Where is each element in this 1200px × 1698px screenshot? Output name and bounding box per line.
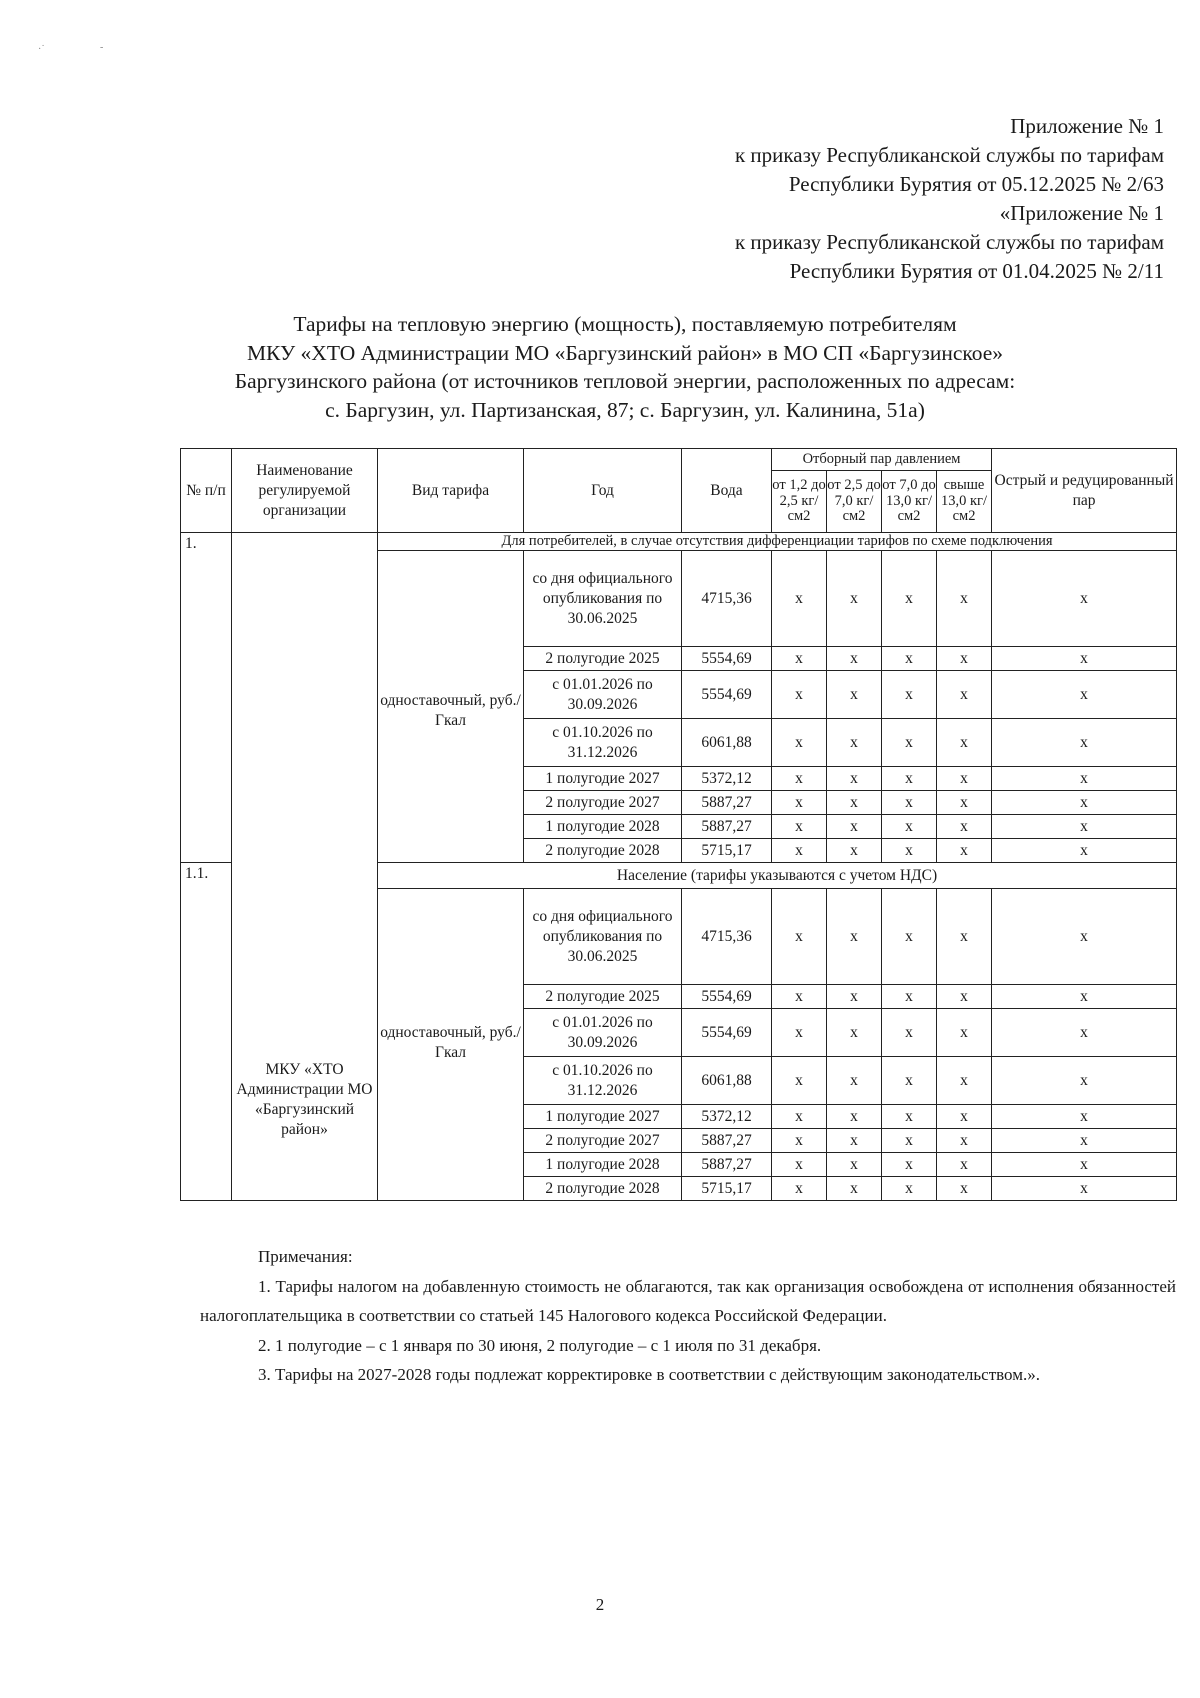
steam-2-value: х: [827, 985, 882, 1009]
steam-2-value: х: [827, 1177, 882, 1201]
steam-2-value: х: [827, 767, 882, 791]
sharp-steam-value: х: [992, 767, 1177, 791]
sharp-steam-value: х: [992, 1105, 1177, 1129]
header-line: Республики Бурятия от 05.12.2025 № 2/63: [788, 172, 1164, 196]
steam-3-value: х: [882, 839, 937, 863]
tariff-type: одноставочный, руб./Гкал: [378, 551, 524, 863]
steam-4-value: х: [937, 1057, 992, 1105]
period: 2 полугодие 2028: [524, 839, 682, 863]
section-title-row: [181, 533, 1177, 551]
water-value: 5715,17: [682, 839, 772, 863]
water-value: 5372,12: [682, 1105, 772, 1129]
period: со дня официального опубликования по 30.06.2025: [524, 889, 682, 985]
sharp-steam-value: х: [992, 985, 1177, 1009]
page-number: 2: [595, 1595, 605, 1614]
col-header-steam-3: от 7,0 до 13,0 кг/см2: [882, 471, 937, 533]
period: с 01.10.2026 по 31.12.2026: [524, 1057, 682, 1105]
scan-speck: -: [100, 42, 104, 53]
sharp-steam-value: х: [992, 791, 1177, 815]
water-value: 5372,12: [682, 767, 772, 791]
col-header-tariff-type: Вид тарифа: [378, 449, 524, 533]
period: 1 полугодие 2027: [524, 767, 682, 791]
title-line: Баргузинского района (от источников тепловой энергии, расположенных по адресам:: [234, 369, 1016, 393]
row-number: 1.: [181, 533, 232, 863]
steam-2-value: х: [827, 719, 882, 767]
note-item: 2. 1 полугодие – с 1 января по 30 июня, 2 полугодие – с 1 июля по 31 декабря.: [258, 1335, 822, 1355]
col-header-water: Вода: [682, 449, 772, 533]
sharp-steam-value: х: [992, 1057, 1177, 1105]
header-line: к приказу Республиканской службы по тарифам: [734, 230, 1164, 254]
steam-1-value: х: [772, 551, 827, 647]
steam-1-value: х: [772, 839, 827, 863]
section-title: Для потребителей, в случае отсутствия дифференциации тарифов по схеме подключения: [378, 533, 1177, 551]
steam-3-value: х: [882, 791, 937, 815]
col-header-steam: Отборный пар давлением: [772, 449, 992, 471]
col-header-steam-1: от 1,2 до 2,5 кг/см2: [772, 471, 827, 533]
steam-4-value: х: [937, 767, 992, 791]
notes-heading: Примечания:: [258, 1247, 353, 1266]
steam-3-value: х: [882, 647, 937, 671]
steam-1-value: х: [772, 815, 827, 839]
steam-4-value: х: [937, 1105, 992, 1129]
col-header-sharp-steam: Острый и редуцированный пар: [992, 449, 1177, 533]
steam-4-value: х: [937, 791, 992, 815]
steam-4-value: х: [937, 719, 992, 767]
steam-2-value: х: [827, 1153, 882, 1177]
steam-3-value: х: [882, 1177, 937, 1201]
sharp-steam-value: х: [992, 647, 1177, 671]
steam-1-value: х: [772, 889, 827, 985]
steam-1-value: х: [772, 1129, 827, 1153]
sharp-steam-value: х: [992, 719, 1177, 767]
steam-4-value: х: [937, 815, 992, 839]
water-value: 5554,69: [682, 1009, 772, 1057]
steam-4-value: х: [937, 985, 992, 1009]
steam-2-value: х: [827, 647, 882, 671]
water-value: 4715,36: [682, 551, 772, 647]
steam-2-value: х: [827, 839, 882, 863]
steam-1-value: х: [772, 767, 827, 791]
steam-4-value: х: [937, 889, 992, 985]
scan-speck: ·˙: [38, 44, 45, 55]
steam-4-value: х: [937, 1129, 992, 1153]
steam-2-value: х: [827, 1057, 882, 1105]
steam-1-value: х: [772, 1105, 827, 1129]
steam-1-value: х: [772, 985, 827, 1009]
title-line: Тарифы на тепловую энергию (мощность), поставляемую потребителям: [293, 312, 957, 336]
steam-2-value: х: [827, 889, 882, 985]
period: 2 полугодие 2027: [524, 791, 682, 815]
col-header-num: № п/п: [181, 449, 232, 533]
steam-3-value: х: [882, 719, 937, 767]
header-row: [181, 449, 1177, 471]
steam-2-value: х: [827, 671, 882, 719]
steam-1-value: х: [772, 1009, 827, 1057]
steam-4-value: х: [937, 551, 992, 647]
steam-3-value: х: [882, 1009, 937, 1057]
section-title: Население (тарифы указываются с учетом НДС): [378, 863, 1177, 889]
steam-1-value: х: [772, 1153, 827, 1177]
water-value: 5887,27: [682, 815, 772, 839]
steam-4-value: х: [937, 671, 992, 719]
steam-3-value: х: [882, 1129, 937, 1153]
steam-1-value: х: [772, 647, 827, 671]
appendix-header: [564, 112, 1164, 286]
steam-2-value: х: [827, 791, 882, 815]
header-line: Республики Бурятия от 01.04.2025 № 2/11: [789, 259, 1164, 283]
steam-3-value: х: [882, 889, 937, 985]
water-value: 6061,88: [682, 1057, 772, 1105]
water-value: 5554,69: [682, 647, 772, 671]
sharp-steam-value: х: [992, 1177, 1177, 1201]
steam-3-value: х: [882, 1153, 937, 1177]
period: 1 полугодие 2028: [524, 815, 682, 839]
period: с 01.01.2026 по 30.09.2026: [524, 671, 682, 719]
steam-1-value: х: [772, 671, 827, 719]
period: 2 полугодие 2027: [524, 1129, 682, 1153]
steam-2-value: х: [827, 815, 882, 839]
steam-4-value: х: [937, 647, 992, 671]
steam-4-value: х: [937, 1009, 992, 1057]
water-value: 5554,69: [682, 985, 772, 1009]
water-value: 4715,36: [682, 889, 772, 985]
steam-3-value: х: [882, 1105, 937, 1129]
steam-4-value: х: [937, 1177, 992, 1201]
period: 2 полугодие 2025: [524, 647, 682, 671]
steam-3-value: х: [882, 985, 937, 1009]
steam-2-value: х: [827, 551, 882, 647]
water-value: 5715,17: [682, 1177, 772, 1201]
period: 1 полугодие 2028: [524, 1153, 682, 1177]
notes-section: [200, 1242, 1176, 1390]
steam-1-value: х: [772, 1177, 827, 1201]
col-header-year: Год: [524, 449, 682, 533]
sharp-steam-value: х: [992, 1153, 1177, 1177]
title-line: с. Баргузин, ул. Партизанская, 87; с. Баргузин, ул. Калинина, 51а): [325, 397, 925, 422]
row-number: 1.1.: [181, 863, 232, 1201]
steam-3-value: х: [882, 551, 937, 647]
header-line: «Приложение № 1: [999, 201, 1164, 225]
water-value: 5887,27: [682, 1129, 772, 1153]
period: с 01.01.2026 по 30.09.2026: [524, 1009, 682, 1057]
steam-3-value: х: [882, 767, 937, 791]
sharp-steam-value: х: [992, 889, 1177, 985]
note-item: 3. Тарифы на 2027-2028 годы подлежат корректировке в соответствии с действующим законодательством.».: [258, 1365, 1040, 1384]
sharp-steam-value: х: [992, 815, 1177, 839]
period: со дня официального опубликования по 30.06.2025: [524, 551, 682, 647]
steam-3-value: х: [882, 1057, 937, 1105]
header-line: к приказу Республиканской службы по тарифам: [734, 143, 1164, 167]
steam-3-value: х: [882, 815, 937, 839]
sharp-steam-value: х: [992, 1129, 1177, 1153]
tariff-type: одноставочный, руб./Гкал: [378, 889, 524, 1201]
document-title: [150, 310, 1100, 424]
steam-2-value: х: [827, 1105, 882, 1129]
steam-2-value: х: [827, 1009, 882, 1057]
water-value: 6061,88: [682, 719, 772, 767]
steam-1-value: х: [772, 791, 827, 815]
water-value: 5887,27: [682, 1153, 772, 1177]
period: 2 полугодие 2025: [524, 985, 682, 1009]
steam-2-value: х: [827, 1129, 882, 1153]
sharp-steam-value: х: [992, 671, 1177, 719]
organization-name: МКУ «ХТО Администрации МО «Баргузинский район»: [232, 533, 378, 1201]
tariff-table: [180, 448, 1177, 1201]
col-header-steam-4: свыше 13,0 кг/см2: [937, 471, 992, 533]
period: с 01.10.2026 по 31.12.2026: [524, 719, 682, 767]
steam-1-value: х: [772, 719, 827, 767]
note-item: 1. Тарифы налогом на добавленную стоимость не облагаются, так как организация освобождена от исполнения обязанностей налогоплательщика в соответствии со статьей 145 Налогового кодекса Российской Федерации.: [200, 1276, 1176, 1325]
water-value: 5554,69: [682, 671, 772, 719]
steam-4-value: х: [937, 839, 992, 863]
steam-1-value: х: [772, 1057, 827, 1105]
col-header-org: Наименование регулируемой организации: [232, 449, 378, 533]
sharp-steam-value: х: [992, 1009, 1177, 1057]
period: 2 полугодие 2028: [524, 1177, 682, 1201]
title-line: МКУ «ХТО Администрации МО «Баргузинский район» в МО СП «Баргузинское»: [246, 340, 1004, 365]
sharp-steam-value: х: [992, 551, 1177, 647]
period: 1 полугодие 2027: [524, 1105, 682, 1129]
col-header-steam-2: от 2,5 до 7,0 кг/см2: [827, 471, 882, 533]
header-line: Приложение № 1: [1010, 114, 1164, 138]
steam-3-value: х: [882, 671, 937, 719]
water-value: 5887,27: [682, 791, 772, 815]
sharp-steam-value: х: [992, 839, 1177, 863]
steam-4-value: х: [937, 1153, 992, 1177]
